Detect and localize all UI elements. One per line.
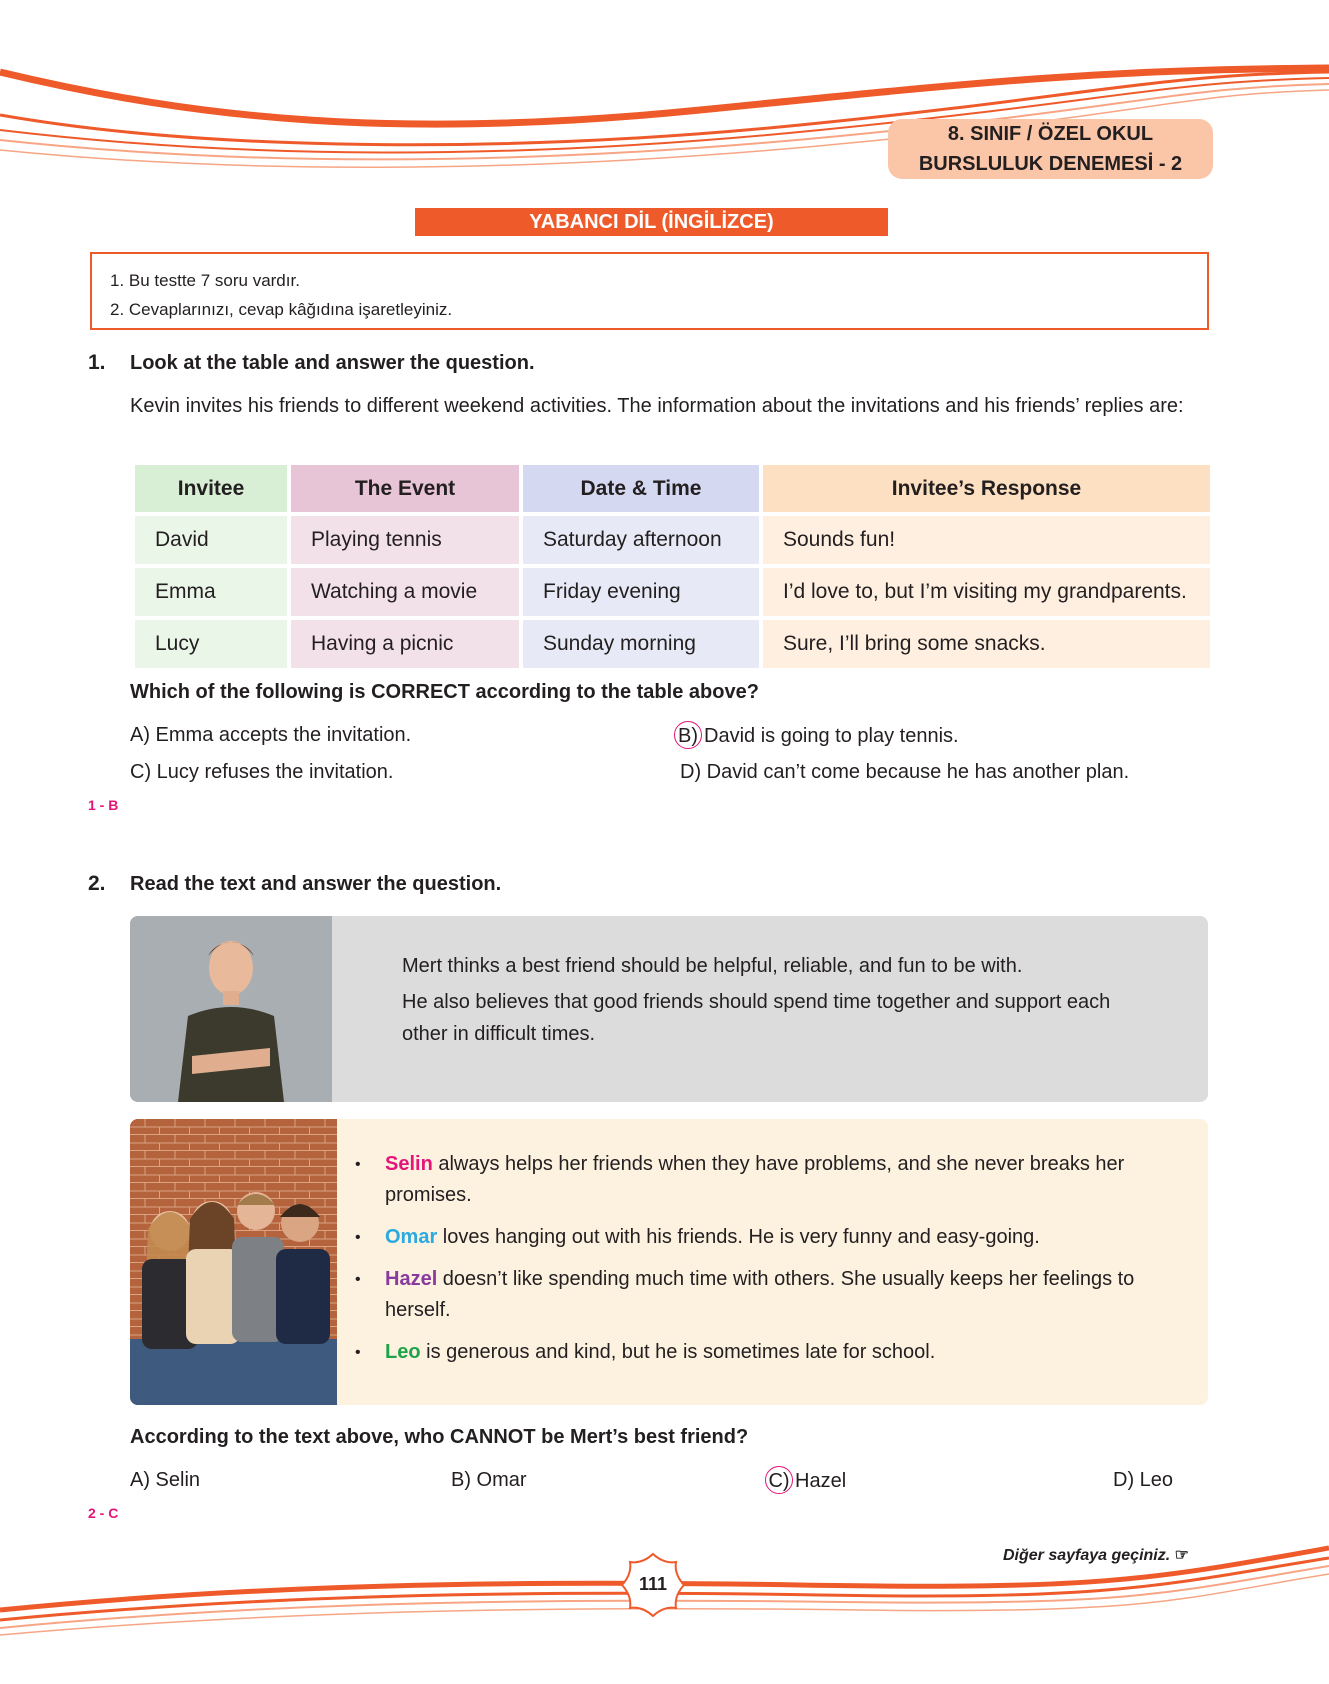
mert-text-box <box>130 916 1208 1102</box>
table-cell: Friday evening <box>523 568 759 616</box>
mert-line-2: He also believes that good friends should spend time together and support each other in difficult times. <box>402 991 1111 1045</box>
friends-box <box>130 1119 1208 1405</box>
option-d[interactable]: D) Leo <box>1113 1469 1174 1491</box>
friend-name: Selin <box>385 1153 433 1175</box>
table-cell: Playing tennis <box>291 516 519 564</box>
table-cell: Sunday morning <box>523 620 759 668</box>
option-b-text: David is going to play tennis. <box>704 725 959 747</box>
instruction-line: 2. Cevaplarınızı, cevap kâğıdına işaretleyiniz. <box>110 300 453 319</box>
answer-circle-b: B) <box>674 721 702 749</box>
question-prompt: Which of the following is CORRECT according to the table above? <box>130 681 759 703</box>
exam-badge-line1: 8. SINIF / ÖZEL OKUL <box>947 123 1154 145</box>
answer-circle-c: C) <box>765 1466 793 1494</box>
question-intro: Kevin invites his friends to different weekend activities. The information about the invitations and his friends’ replies are: <box>130 395 1184 417</box>
table-row <box>135 620 1210 668</box>
question-prompt: According to the text above, who CANNOT be Mert’s best friend? <box>130 1426 749 1448</box>
instruction-line: 1. Bu testte 7 soru vardır. <box>110 271 300 290</box>
list-item <box>355 1337 1185 1368</box>
table-cell: I’d love to, but I’m visiting my grandparents. <box>763 568 1210 616</box>
option-c[interactable]: C) Lucy refuses the invitation. <box>130 761 394 783</box>
table-cell: Sure, I’ll bring some snacks. <box>763 620 1210 668</box>
option-b[interactable]: B) Omar <box>451 1469 527 1491</box>
page-number-badge <box>620 1552 686 1618</box>
list-item <box>355 1264 1185 1326</box>
table-cell: Saturday afternoon <box>523 516 759 564</box>
invitation-table <box>131 461 1214 672</box>
friend-name: Omar <box>385 1226 438 1248</box>
subject-title: YABANCI DİL (İNGİLİZCE) <box>415 208 888 236</box>
friends-list <box>355 1149 1185 1379</box>
instructions-box <box>90 252 1209 330</box>
exam-badge-line2: BURSLULUK DENEMESİ - 2 <box>918 153 1183 175</box>
question-title: Look at the table and answer the question. <box>130 352 535 374</box>
option-c-text: Hazel <box>795 1470 847 1492</box>
boy-illustration-icon <box>130 916 332 1102</box>
friend-description: is generous and kind, but he is sometimes late for school. <box>420 1341 936 1363</box>
pointing-hand-icon: ☞ <box>1174 1547 1189 1564</box>
table-cell: Having a picnic <box>291 620 519 668</box>
next-page-note <box>1003 1545 1189 1565</box>
table-row <box>135 516 1210 564</box>
mert-photo <box>130 916 332 1102</box>
exam-badge <box>888 119 1213 179</box>
list-item <box>355 1222 1185 1253</box>
friends-group-illustration-icon <box>130 1119 337 1405</box>
friend-description: loves hanging out with his friends. He is very funny and easy-going. <box>437 1226 1040 1248</box>
table-cell: Watching a movie <box>291 568 519 616</box>
friends-photo <box>130 1119 337 1405</box>
table-cell: Sounds fun! <box>763 516 1210 564</box>
answer-key: 2 - C <box>88 1505 119 1521</box>
next-page-text: Diğer sayfaya geçiniz. <box>1003 1547 1171 1564</box>
question-title: Read the text and answer the question. <box>130 873 502 895</box>
table-header-row <box>135 465 1210 512</box>
friend-description: always helps her friends when they have problems, and she never breaks her promises. <box>385 1153 1125 1206</box>
mert-line-1: Mert thinks a best friend should be helpful, reliable, and fun to be with. <box>402 955 1023 977</box>
answer-key: 1 - B <box>88 797 119 813</box>
option-a[interactable]: A) Selin <box>130 1469 201 1491</box>
question-number: 1. <box>88 351 106 374</box>
table-cell: Emma <box>135 568 287 616</box>
question-number: 2. <box>88 872 106 895</box>
page-number: 111 <box>638 1574 668 1594</box>
list-item <box>355 1149 1185 1211</box>
table-cell: David <box>135 516 287 564</box>
column-header-event: The Event <box>291 465 519 512</box>
friend-name: Hazel <box>385 1268 438 1290</box>
column-header-date: Date & Time <box>523 465 759 512</box>
friend-description: doesn’t like spending much time with others. She usually keeps her feelings to herself. <box>385 1268 1135 1321</box>
column-header-response: Invitee’s Response <box>763 465 1210 512</box>
option-c[interactable] <box>765 1466 846 1494</box>
table-cell: Lucy <box>135 620 287 668</box>
option-b[interactable] <box>674 721 959 749</box>
option-d[interactable]: D) David can’t come because he has another plan. <box>680 761 1130 783</box>
column-header-invitee: Invitee <box>135 465 287 512</box>
friend-name: Leo <box>385 1341 421 1363</box>
table-row <box>135 568 1210 616</box>
option-a[interactable]: A) Emma accepts the invitation. <box>130 724 412 746</box>
